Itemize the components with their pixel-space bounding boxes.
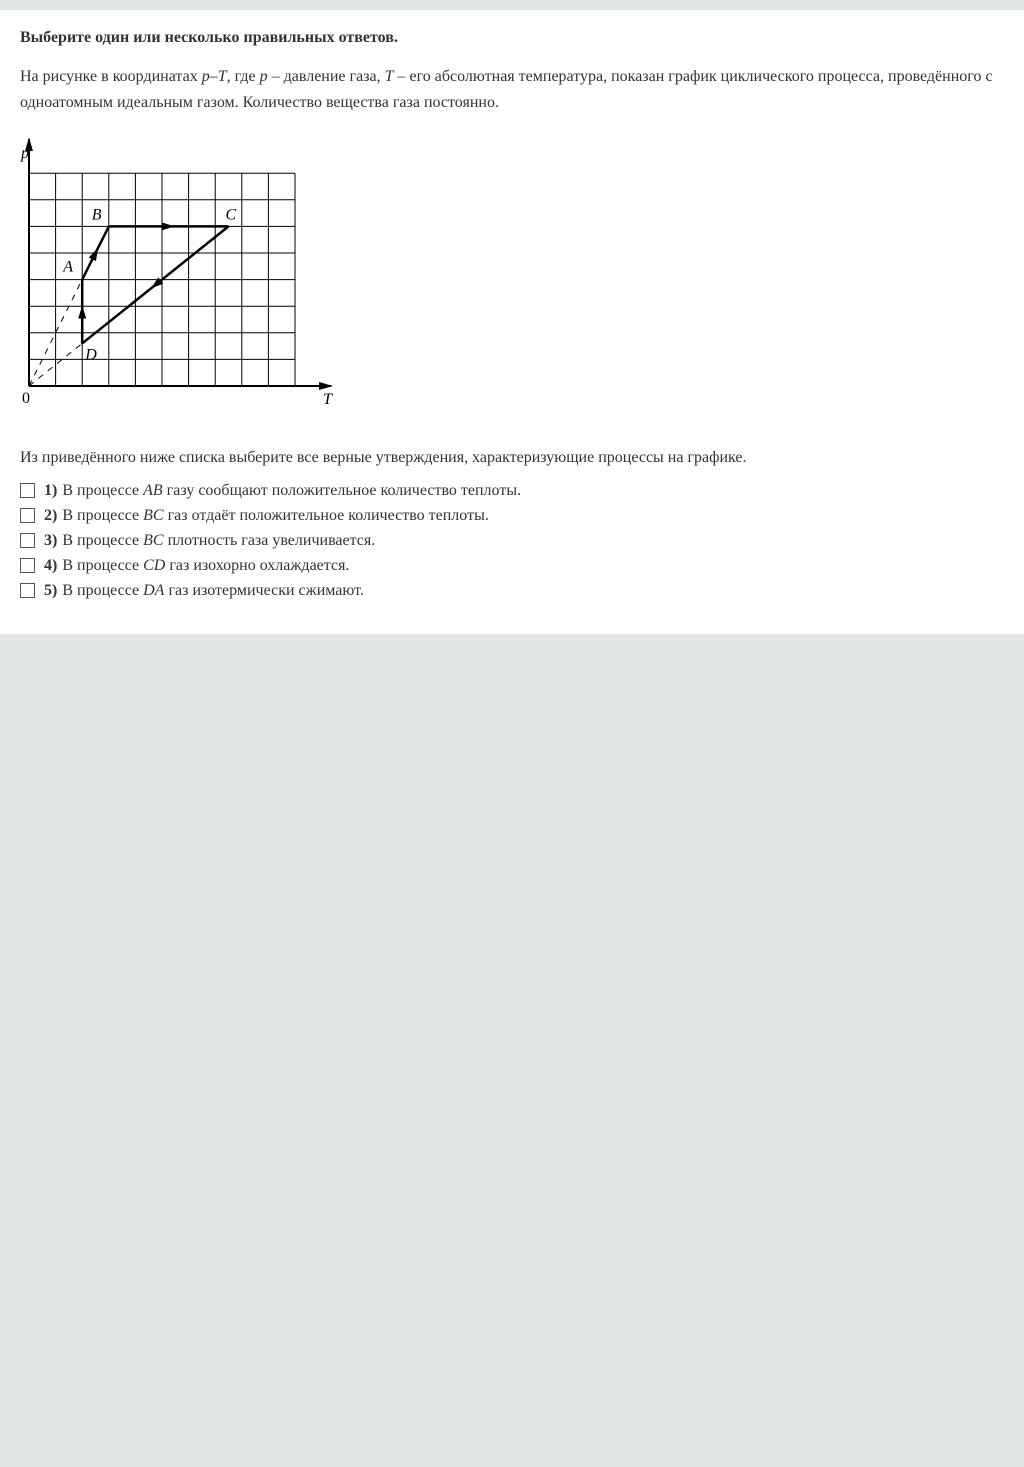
- point-label-B: B: [91, 206, 102, 224]
- option-number: 2): [44, 507, 58, 524]
- instruction-text: Выберите один или несколько правильных ответов.: [20, 29, 398, 46]
- p-symbol: p: [259, 68, 268, 85]
- cycle-path: [78, 222, 228, 343]
- problem-part3: – давление газа,: [267, 68, 385, 85]
- option-process: BC: [143, 507, 164, 524]
- option-3-checkbox[interactable]: [20, 533, 35, 548]
- point-label-C: C: [225, 206, 237, 224]
- problem-part1: На рисунке в координатах: [20, 68, 202, 85]
- option-prefix: В процессе: [62, 482, 140, 499]
- options-list: [20, 478, 1004, 603]
- option-text: газ изохорно охлаждается.: [169, 557, 350, 574]
- problem-part2: , где: [226, 68, 260, 85]
- option-3[interactable]: [20, 528, 1004, 553]
- option-text: газ изотермически сжимают.: [168, 582, 364, 599]
- option-process: AB: [143, 482, 163, 499]
- option-1-checkbox[interactable]: [20, 483, 35, 498]
- option-number: 4): [44, 557, 58, 574]
- option-number: 5): [44, 582, 58, 599]
- point-label-A: A: [63, 258, 73, 276]
- pt-chart-svg: [10, 136, 350, 426]
- option-prefix: В процессе: [62, 582, 140, 599]
- option-process: CD: [143, 557, 166, 574]
- question-text: Из приведённого ниже списка выберите все верные утверждения, характеризующие процессы на графике.: [20, 449, 747, 466]
- option-process: DA: [143, 582, 165, 599]
- option-4-checkbox[interactable]: [20, 558, 35, 573]
- arrow-BC: [162, 222, 175, 230]
- option-2[interactable]: [20, 503, 1004, 528]
- option-text: газ отдаёт положительное количество теплоты.: [167, 507, 489, 524]
- option-number: 1): [44, 482, 58, 499]
- option-prefix: В процессе: [62, 507, 140, 524]
- problem-text: [20, 64, 1004, 116]
- option-prefix: В процессе: [62, 532, 140, 549]
- arrow-DA: [78, 306, 86, 319]
- option-text: плотность газа увеличивается.: [167, 532, 376, 549]
- option-prefix: В процессе: [62, 557, 140, 574]
- option-number: 3): [44, 532, 58, 549]
- option-2-checkbox[interactable]: [20, 508, 35, 523]
- question-panel: [0, 10, 1024, 634]
- x-axis-label: T: [323, 391, 332, 408]
- pt-diagram: [10, 136, 350, 426]
- option-5[interactable]: [20, 578, 1004, 603]
- y-axis-label: p: [21, 145, 29, 162]
- option-5-checkbox[interactable]: [20, 583, 35, 598]
- top-strip: [0, 0, 1024, 10]
- origin-label: 0: [22, 390, 30, 407]
- option-process: BC: [143, 532, 164, 549]
- labels: [20, 145, 333, 408]
- option-4[interactable]: [20, 553, 1004, 578]
- option-1[interactable]: [20, 478, 1004, 503]
- t-symbol: T: [384, 68, 394, 85]
- problem-part4: – его абсолютная температура, показан график циклического процесса, проведённого с одноатомным идеальным газом. Количество вещества газа постоянно.: [20, 68, 993, 111]
- axes-label: p–T: [201, 68, 227, 85]
- axes: [29, 139, 331, 386]
- point-label-D: D: [85, 346, 97, 364]
- option-text: газу сообщают положительное количество теплоты.: [166, 482, 522, 499]
